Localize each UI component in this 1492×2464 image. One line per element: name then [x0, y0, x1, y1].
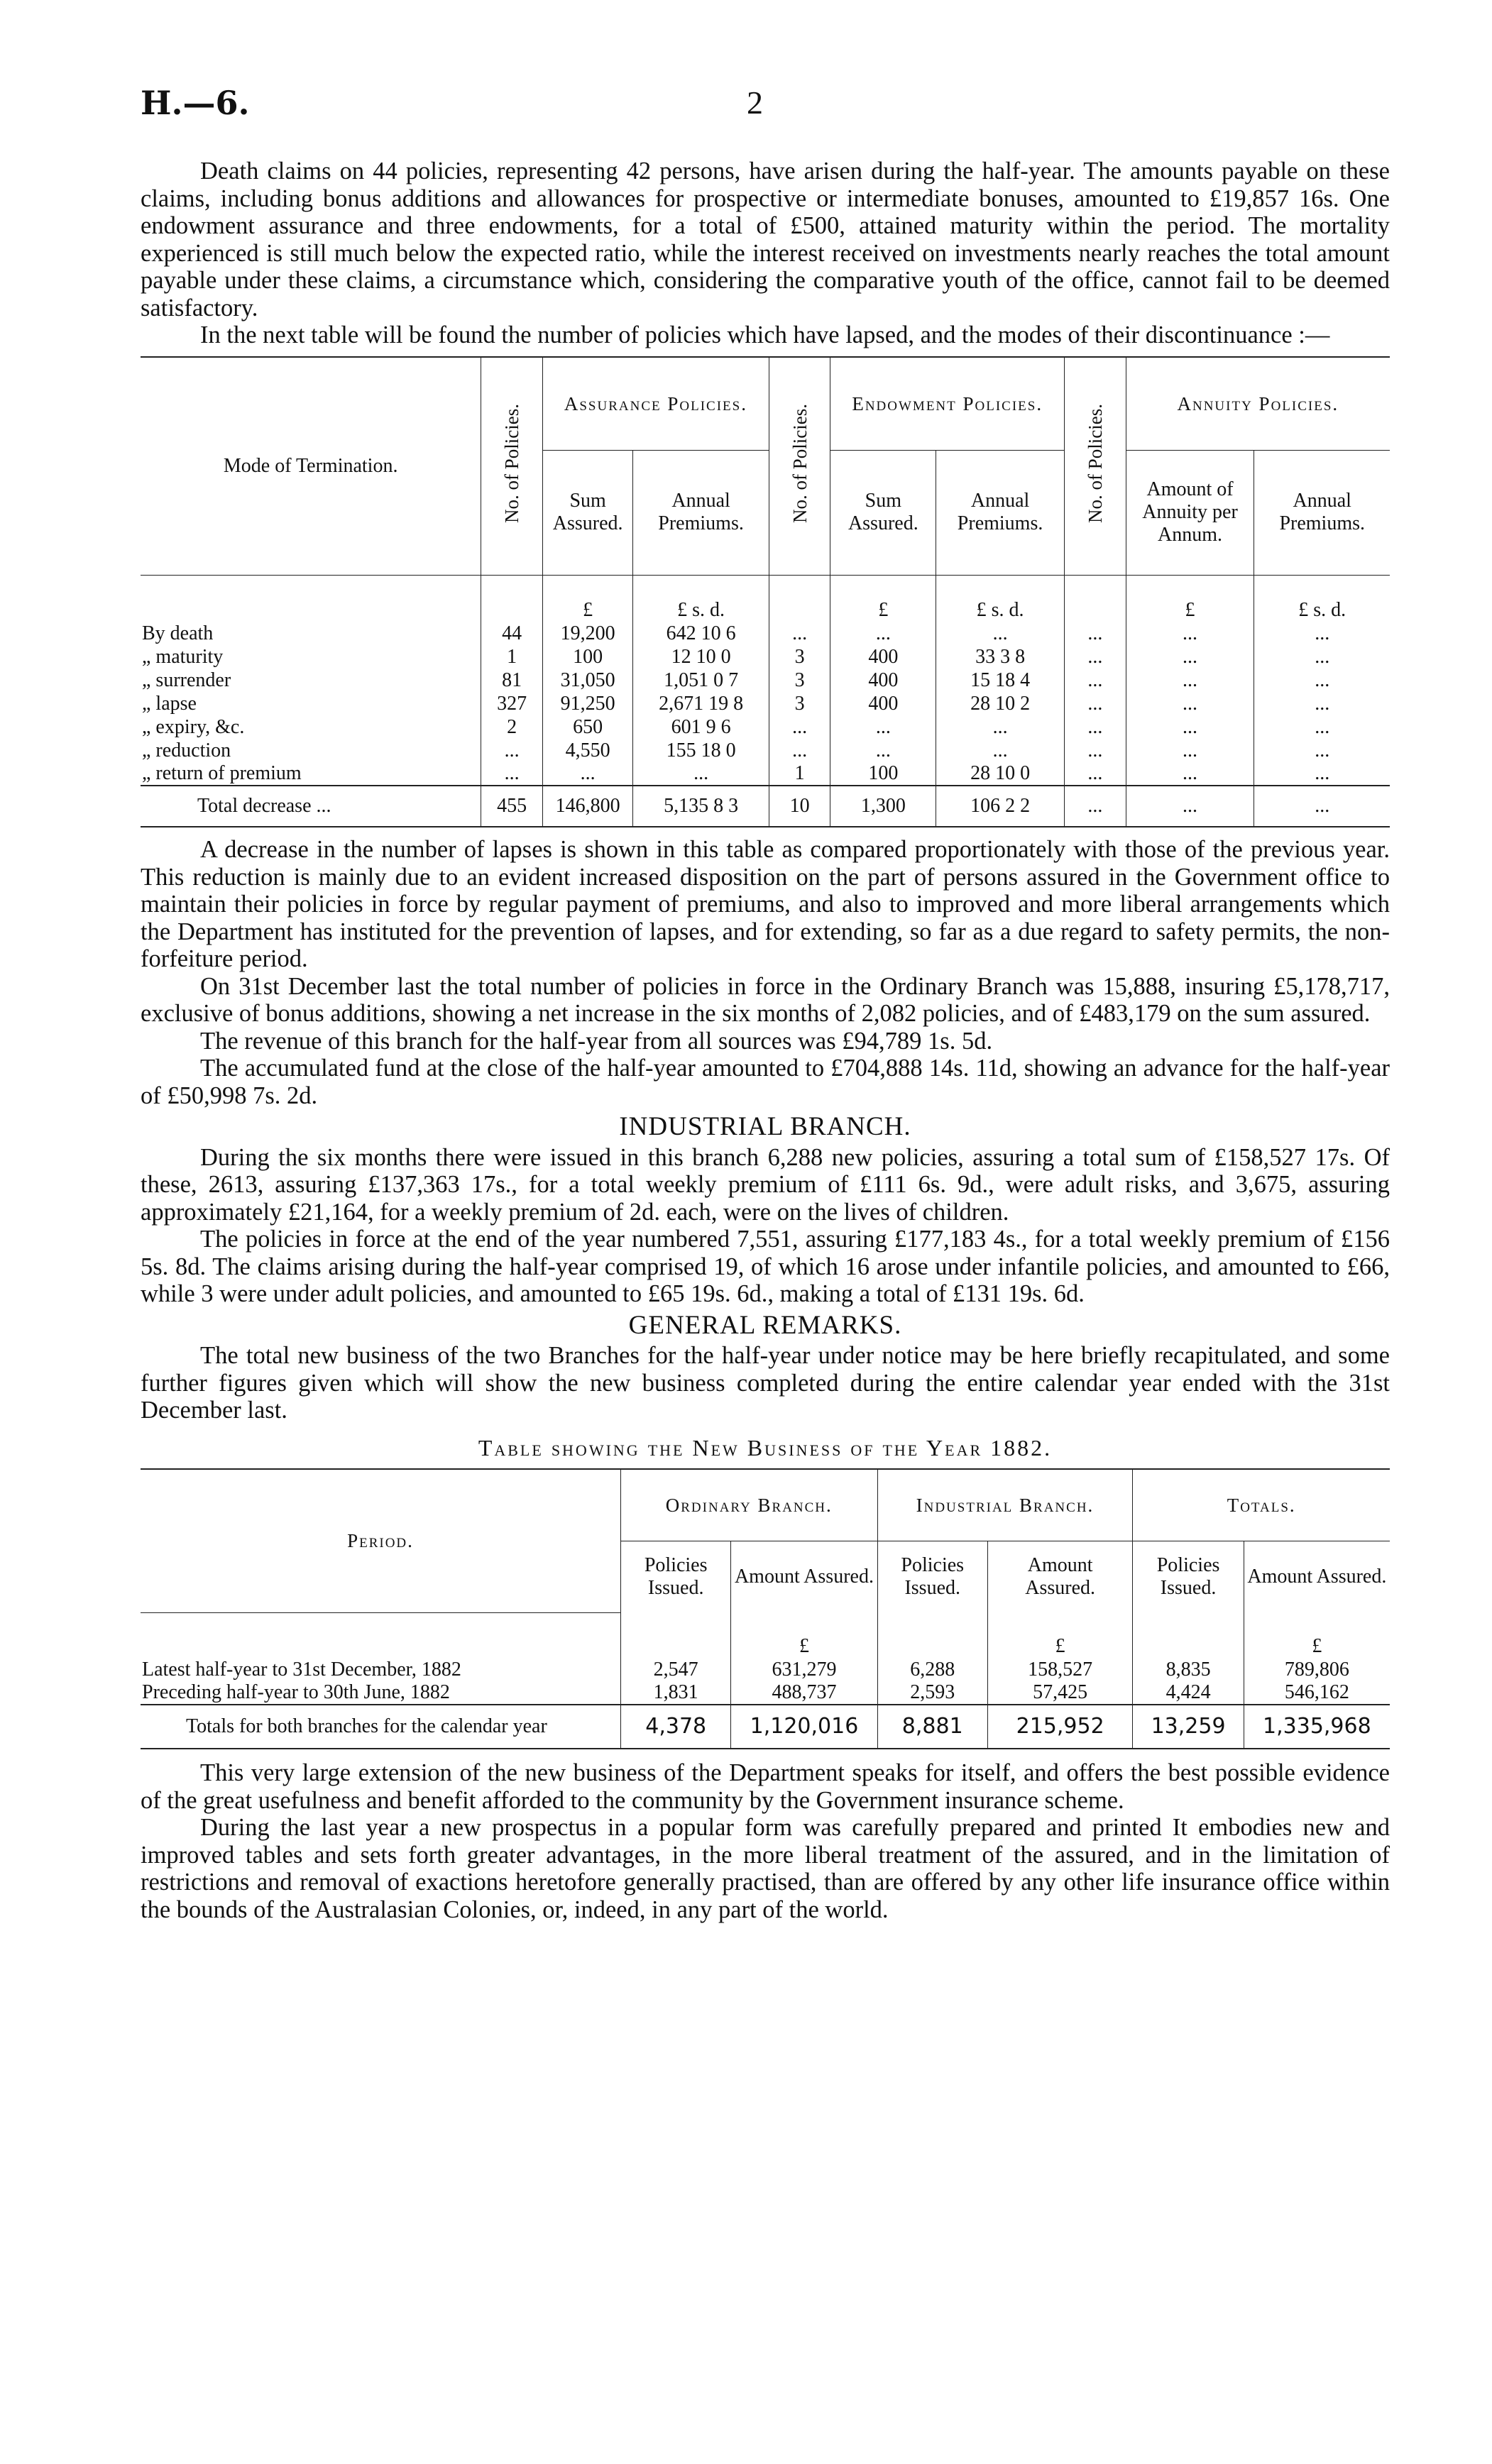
table-cell: ...: [633, 762, 769, 786]
row-label: „ expiry, &c.: [141, 715, 481, 739]
table-cell: 1: [481, 645, 543, 669]
page-number: 2: [747, 84, 763, 121]
table-cell: 400: [830, 645, 936, 669]
table-cell: 57,425: [987, 1681, 1133, 1705]
row-label: „ maturity: [141, 645, 481, 669]
table-cell: 8,835: [1133, 1658, 1244, 1681]
unit-label: £ s. d.: [1298, 599, 1346, 621]
table-cell: ...: [1064, 645, 1126, 669]
row-label: „ reduction: [141, 739, 481, 762]
section-heading-industrial: INDUSTRIAL BRANCH.: [619, 1112, 911, 1141]
table-cell: 19,200: [543, 622, 633, 645]
table-cell: ...: [936, 715, 1065, 739]
total-cell: 146,800: [543, 786, 633, 827]
unit-label: £: [543, 575, 633, 622]
table-cell: ...: [769, 715, 830, 739]
table-cell: 91,250: [543, 692, 633, 715]
total-cell: 1,300: [830, 786, 936, 827]
table-row: [141, 739, 1390, 762]
paragraph: This very large extension of the new business of the Department speaks for itself, and offers the best possible evidence of the great usefulness and benefit afforded to the community by the Government insurance scheme.: [141, 1759, 1390, 1814]
mode-header: Mode of Termination.: [141, 357, 481, 576]
row-label: „ lapse: [141, 692, 481, 715]
table-cell: ...: [830, 715, 936, 739]
annuity-header: Annuity Policies.: [1126, 357, 1390, 451]
table-cell: ...: [936, 622, 1065, 645]
period-header: Period.: [141, 1469, 621, 1612]
table-caption: Table showing the New Business of the Year 1882.: [478, 1434, 1053, 1461]
paragraph: During the six months there were issued in this branch 6,288 new policies, assuring a total sum of £158,527 17s. Of these, 2613, assuring £137,363 17s., for a total weekly premium of £111 6s. 9d., were adult risks, and 3,675, assuring approximately £21,164, for a weekly premium of 2d. each, were on the lives of children.: [141, 1143, 1390, 1226]
sum-assured-header: Sum Assured.: [830, 450, 936, 575]
table-cell: ...: [1126, 692, 1254, 715]
amount-assured-header: Amount Assured.: [1247, 1566, 1387, 1588]
amount-assured-header: Amount Assured.: [987, 1541, 1133, 1613]
table-cell: ...: [481, 739, 543, 762]
table-cell: 155 18 0: [633, 739, 769, 762]
table-row: [141, 762, 1390, 786]
endowment-header: Endowment Policies.: [830, 357, 1065, 451]
ordinary-header: Ordinary Branch.: [621, 1469, 878, 1541]
table-cell: 601 9 6: [633, 715, 769, 739]
table-cell: ...: [1315, 739, 1330, 761]
paragraph: The total new business of the two Branches for the half-year under notice may be here briefly recapitulated, and some further figures given which will show the new business completed during the entire calendar year ended with the 31st December last.: [141, 1342, 1390, 1424]
table-cell: 327: [481, 692, 543, 715]
table-row: [141, 1681, 1390, 1705]
table-cell: 400: [830, 669, 936, 692]
table-cell: ...: [1315, 669, 1330, 691]
lapsed-table-body: [141, 622, 1390, 786]
table-cell: ...: [769, 739, 830, 762]
table-row: [141, 1658, 1390, 1681]
sum-assured-header: Sum Assured.: [543, 450, 633, 575]
section-heading-general: GENERAL REMARKS.: [628, 1310, 902, 1340]
table-cell: 28 10 2: [936, 692, 1065, 715]
table-cell: 3: [769, 669, 830, 692]
table-row: [141, 645, 1390, 669]
table-cell: ...: [1064, 692, 1126, 715]
total-cell: 215,952: [987, 1705, 1133, 1749]
paragraph: The accumulated fund at the close of the half-year amounted to £704,888 14s. 11d, showing an advance for the half-year of £50,998 7s. 2d.: [141, 1055, 1390, 1109]
table-cell: 642 10 6: [633, 622, 769, 645]
assurance-header: Assurance Policies.: [543, 357, 769, 451]
table-cell: 28 10 0: [936, 762, 1065, 786]
table-cell: 4,550: [543, 739, 633, 762]
paragraph: On 31st December last the total number of policies in force in the Ordinary Branch was 15,888, insuring £5,178,717, exclusive of bonus additions, showing a net increase in the six months of 2,082 policies, and of £483,179 on the sum assured.: [141, 972, 1390, 1027]
table-cell: ...: [1064, 622, 1126, 645]
table-cell: 100: [830, 762, 936, 786]
body-column: [141, 158, 1390, 1923]
table-cell: 158,527: [987, 1658, 1133, 1681]
table-cell: ...: [481, 762, 543, 786]
no-policies-header: No. of Policies.: [501, 403, 523, 523]
paragraph: A decrease in the number of lapses is shown in this table as compared proportionately with those of the previous year. This reduction is mainly due to an evident increased disposition on the part of persons assured in the Government office to maintain their policies in force by regular payment of premiums, and also to improved and more liberal arrangements which the Department has instituted for the prevention of lapses, and for extending, so far as a due regard to safety permits, the non-forfeiture period.: [141, 836, 1390, 972]
annual-premiums-header: Annual Premiums.: [936, 450, 1065, 575]
table-cell: 2,593: [877, 1681, 987, 1705]
table-cell: 1: [769, 762, 830, 786]
table-row: [141, 622, 1390, 645]
paragraph: Death claims on 44 policies, representing 42 persons, have arisen during the half-year. The amounts payable on these claims, including bonus additions and allowances for prospective or intermediate bonuses, amounted to £19,857 16s. One endowment assurance and three endowments, for a total of £500, attained maturity within the period. The mortality experienced is still much below the expected ratio, while the interest received on investments nearly reaches the total amount payable under these claims, a circumstance which, considering the comparative youth of the office, cannot fail to be deemed satisfactory.: [141, 158, 1390, 321]
total-cell: 106 2 2: [936, 786, 1065, 827]
table-cell: ...: [1126, 739, 1254, 762]
no-policies-header: No. of Policies.: [789, 403, 811, 523]
annual-premiums-header: Annual Premiums.: [633, 450, 769, 575]
table-cell: 3: [769, 692, 830, 715]
total-cell: 4,378: [621, 1705, 731, 1749]
table-cell: 33 3 8: [936, 645, 1065, 669]
total-cell: ...: [1315, 795, 1330, 817]
row-label: Latest half-year to 31st December, 1882: [141, 1658, 621, 1681]
table-cell: ...: [1126, 762, 1254, 786]
unit-label: £ s. d.: [633, 575, 769, 622]
table-cell: 1,051 0 7: [633, 669, 769, 692]
table-cell: ...: [1064, 669, 1126, 692]
total-cell: 1,120,016: [731, 1705, 877, 1749]
table-cell: 2,547: [621, 1658, 731, 1681]
total-cell: ...: [1126, 786, 1254, 827]
table-cell: 1,831: [621, 1681, 731, 1705]
paragraph: During the last year a new prospectus in a popular form was carefully prepared and printed It embodies new and improved tables and sets forth greater advantages, in the more liberal treatment of the assured, and in the limitation of restrictions and removal of exactions heretofore generally practised, than are offered by any other life insurance office within the bounds of the Australasian Colonies, or, indeed, in any part of the world.: [141, 1814, 1390, 1923]
paragraph: The policies in force at the end of the year numbered 7,551, assuring £177,183 4s., for a total weekly premium of £156 5s. 8d. The claims arising during the half-year comprised 19, of which 16 arose under infantile policies, and amounted to £66, while 3 were under adult policies, and amounted to £65 19s. 6d., making a total of £131 19s. 6d.: [141, 1226, 1390, 1307]
table-row: [141, 669, 1390, 692]
row-label: Preceding half-year to 30th June, 1882: [141, 1681, 621, 1705]
unit-label: £: [987, 1612, 1133, 1658]
table-cell: ...: [1064, 715, 1126, 739]
unit-label: £: [1126, 575, 1254, 622]
table-cell: ...: [769, 622, 830, 645]
table-cell: ...: [1315, 645, 1330, 668]
total-label: Total decrease ...: [141, 786, 481, 827]
unit-label: £: [830, 575, 936, 622]
total-cell: 13,259: [1133, 1705, 1244, 1749]
table-cell: 631,279: [731, 1658, 877, 1681]
table-cell: 789,806: [1284, 1658, 1349, 1681]
table-cell: 6,288: [877, 1658, 987, 1681]
industrial-header: Industrial Branch.: [877, 1469, 1133, 1541]
table-cell: 81: [481, 669, 543, 692]
table-cell: ...: [830, 739, 936, 762]
table-cell: 2,671 19 8: [633, 692, 769, 715]
total-cell: 5,135 8 3: [633, 786, 769, 827]
table-cell: ...: [1064, 739, 1126, 762]
row-label: „ return of premium: [141, 762, 481, 786]
table-cell: ...: [1126, 645, 1254, 669]
table-cell: ...: [1315, 715, 1330, 738]
table-cell: 15 18 4: [936, 669, 1065, 692]
totals-header: Totals.: [1133, 1469, 1390, 1541]
table-cell: 100: [543, 645, 633, 669]
total-label: Totals for both branches for the calendar year: [141, 1705, 621, 1749]
total-cell: 1,335,968: [1263, 1714, 1371, 1739]
table-cell: 12 10 0: [633, 645, 769, 669]
table-cell: 3: [769, 645, 830, 669]
total-cell: 8,881: [877, 1705, 987, 1749]
table-cell: 2: [481, 715, 543, 739]
unit-label: £: [731, 1612, 877, 1658]
table-cell: ...: [1126, 669, 1254, 692]
table-cell: ...: [1315, 762, 1330, 784]
table-cell: ...: [1064, 762, 1126, 786]
amount-assured-header: Amount Assured.: [731, 1541, 877, 1613]
policies-issued-header: Policies Issued.: [621, 1541, 731, 1613]
table-cell: 650: [543, 715, 633, 739]
table-cell: ...: [1126, 622, 1254, 645]
table-cell: 400: [830, 692, 936, 715]
table-cell: ...: [1315, 622, 1330, 644]
policies-issued-header: Policies Issued.: [1133, 1541, 1244, 1613]
unit-label: £: [1312, 1635, 1322, 1657]
paragraph: In the next table will be found the number of policies which have lapsed, and the modes of their discontinuance :—: [200, 321, 1330, 348]
new-business-table: [141, 1468, 1390, 1751]
annuity-amount-header: Amount of Annuity per Annum.: [1126, 450, 1254, 575]
table-cell: ...: [1126, 715, 1254, 739]
table-row: [141, 715, 1390, 739]
table-cell: 31,050: [543, 669, 633, 692]
table-cell: 44: [481, 622, 543, 645]
document-reference: H.—6.: [141, 84, 250, 122]
no-policies-header: No. of Policies.: [1084, 403, 1106, 523]
row-label: By death: [141, 622, 481, 645]
table-cell: 546,162: [1284, 1681, 1349, 1703]
table-cell: 488,737: [731, 1681, 877, 1705]
unit-label: £ s. d.: [936, 575, 1065, 622]
paragraph: The revenue of this branch for the half-year from all sources was £94,789 1s. 5d.: [200, 1027, 993, 1055]
annual-premiums-header: Annual Premiums.: [1254, 450, 1390, 575]
table-cell: ...: [543, 762, 633, 786]
table-cell: ...: [830, 622, 936, 645]
table-row: [141, 692, 1390, 715]
new-business-body: [141, 1658, 1390, 1705]
row-label: „ surrender: [141, 669, 481, 692]
policies-issued-header: Policies Issued.: [877, 1541, 987, 1613]
table-cell: 4,424: [1133, 1681, 1244, 1705]
total-cell: 455: [481, 786, 543, 827]
table-cell: ...: [936, 739, 1065, 762]
table-cell: ...: [1315, 692, 1330, 715]
lapsed-policies-table: [141, 356, 1390, 830]
total-cell: ...: [1064, 786, 1126, 827]
total-cell: 10: [769, 786, 830, 827]
